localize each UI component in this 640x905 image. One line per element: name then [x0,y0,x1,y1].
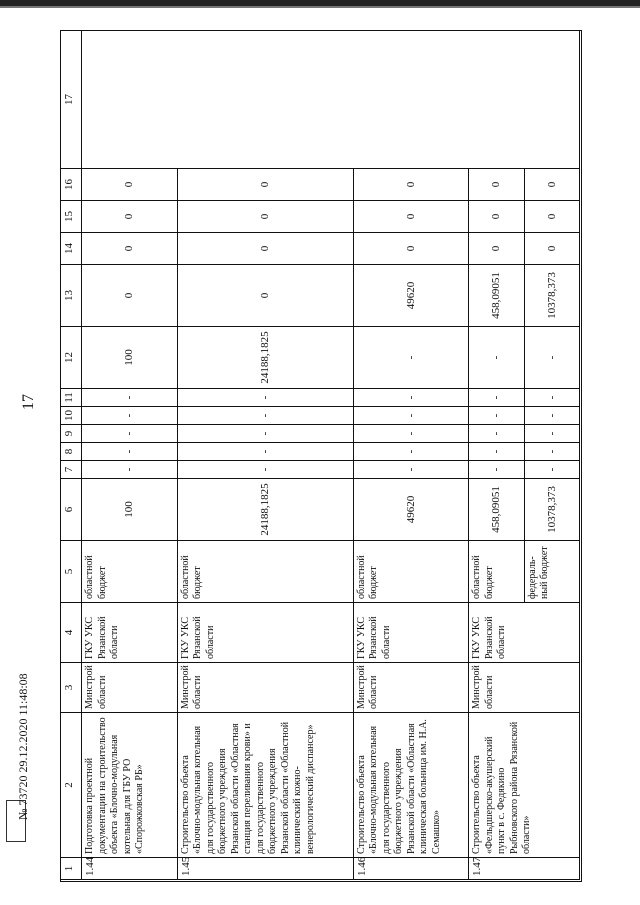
year-value: - [353,327,469,389]
scan-top-edge-shadow [0,6,640,8]
year-value: - [177,425,353,443]
row-number: 1.45 [177,858,353,880]
year-value: 24188,1825 [177,327,353,389]
responsible: Минстрой области [469,663,580,713]
year-value: - [82,461,178,479]
year-value: - [469,407,524,425]
year-value: 0 [469,169,524,201]
total-value: 458,09051 [469,479,524,541]
year-value: - [469,461,524,479]
year-value: 0 [524,201,579,233]
header-cell: 8 [61,443,82,461]
total-value: 49620 [353,479,469,541]
year-value: 0 [177,169,353,201]
year-value: - [469,425,524,443]
year-value: - [177,389,353,407]
header-cell: 11 [61,389,82,407]
header-cell: 10 [61,407,82,425]
total-value: 100 [82,479,178,541]
responsible: Минстрой области [353,663,469,713]
total-value: 10378,373 [524,479,579,541]
page-number: 17 [20,394,37,410]
year-value: 0 [177,233,353,265]
column-17-blank [82,31,580,169]
header-cell: 16 [61,169,82,201]
year-value: - [177,407,353,425]
year-value: 0 [177,201,353,233]
header-cell: 6 [61,479,82,541]
responsible: Минстрой области [82,663,178,713]
program-table [60,30,580,880]
year-value: - [524,327,579,389]
year-value: - [82,389,178,407]
year-value: 0 [82,233,178,265]
year-value: 10378,373 [524,265,579,327]
year-value: 49620 [353,265,469,327]
year-value: - [469,389,524,407]
budget-source: областной бюджет [469,541,524,603]
header-cell: 13 [61,265,82,327]
year-value: 0 [353,201,469,233]
header-cell: 17 [61,31,82,169]
year-value: 0 [469,201,524,233]
year-value: - [524,407,579,425]
registration-stamp: № 73720 29.12.2020 11:48:08 [16,673,30,820]
year-value: 0 [524,233,579,265]
table-row [82,31,178,880]
year-value: - [353,425,469,443]
budget-source: областной бюджет [82,541,178,603]
year-value: - [469,443,524,461]
row-number: 1.47 [469,858,580,880]
rotated-table-wrapper [60,30,580,880]
header-cell: 2 [61,713,82,858]
executor: ГКУ УКС Рязанской области [353,603,469,663]
header-cell: 14 [61,233,82,265]
row-number: 1.46 [353,858,469,880]
year-value: - [82,407,178,425]
budget-source: областной бюджет [353,541,469,603]
header-cell: 15 [61,201,82,233]
header-row [61,31,82,880]
header-cell: 12 [61,327,82,389]
year-value: 100 [82,327,178,389]
year-value: - [177,461,353,479]
year-value: 0 [82,169,178,201]
year-value: - [177,443,353,461]
budget-source: федераль-ный бюджет [524,541,579,603]
row-name: Строительство объекта «Фельдшерско-акушерский пункт в с. Федякино Рыбновского района Рязанской области» [469,713,580,858]
year-value: - [524,461,579,479]
year-value: 0 [524,169,579,201]
row-name: Подготовка проектной документации на строительство объекта «Блочно-модульная котельная для ГБУ РО «Спорожковская РБ» [82,713,178,858]
responsible: Минстрой области [177,663,353,713]
executor: ГКУ УКС Рязанской области [82,603,178,663]
year-value: - [524,443,579,461]
year-value: - [353,443,469,461]
year-value: - [82,425,178,443]
year-value: 458,09051 [469,265,524,327]
year-value: - [353,461,469,479]
year-value: - [353,407,469,425]
year-value: - [524,425,579,443]
row-name: Строительство объекта «Блочно-модульная котельная для государственного бюджетного учреждения Рязанской области «Областная станция переливания крови» и для государственного бюджетного учреждения Рязанской области «Областной клинический кожно-венерологический диспансер» [177,713,353,858]
header-cell: 4 [61,603,82,663]
executor: ГКУ УКС Рязанской области [469,603,580,663]
row-number: 1.44 [82,858,178,880]
year-value: 0 [353,169,469,201]
year-value: - [82,443,178,461]
header-cell: 5 [61,541,82,603]
year-value: 0 [469,233,524,265]
year-value: 0 [82,201,178,233]
year-value: 0 [82,265,178,327]
header-cell: 7 [61,461,82,479]
year-value: - [469,327,524,389]
year-value: - [524,389,579,407]
budget-source: областной бюджет [177,541,353,603]
total-value: 24188,1825 [177,479,353,541]
year-value: 0 [177,265,353,327]
header-cell: 3 [61,663,82,713]
header-cell: 9 [61,425,82,443]
year-value: - [353,389,469,407]
year-value: 0 [353,233,469,265]
executor: ГКУ УКС Рязанской области [177,603,353,663]
header-cell: 1 [61,858,82,880]
row-name: Строительство объекта «Блочно-модульная котельная для государственного бюджетного учреждения Рязанской области «Областная клиническая больница им. Н.А. Семашко» [353,713,469,858]
